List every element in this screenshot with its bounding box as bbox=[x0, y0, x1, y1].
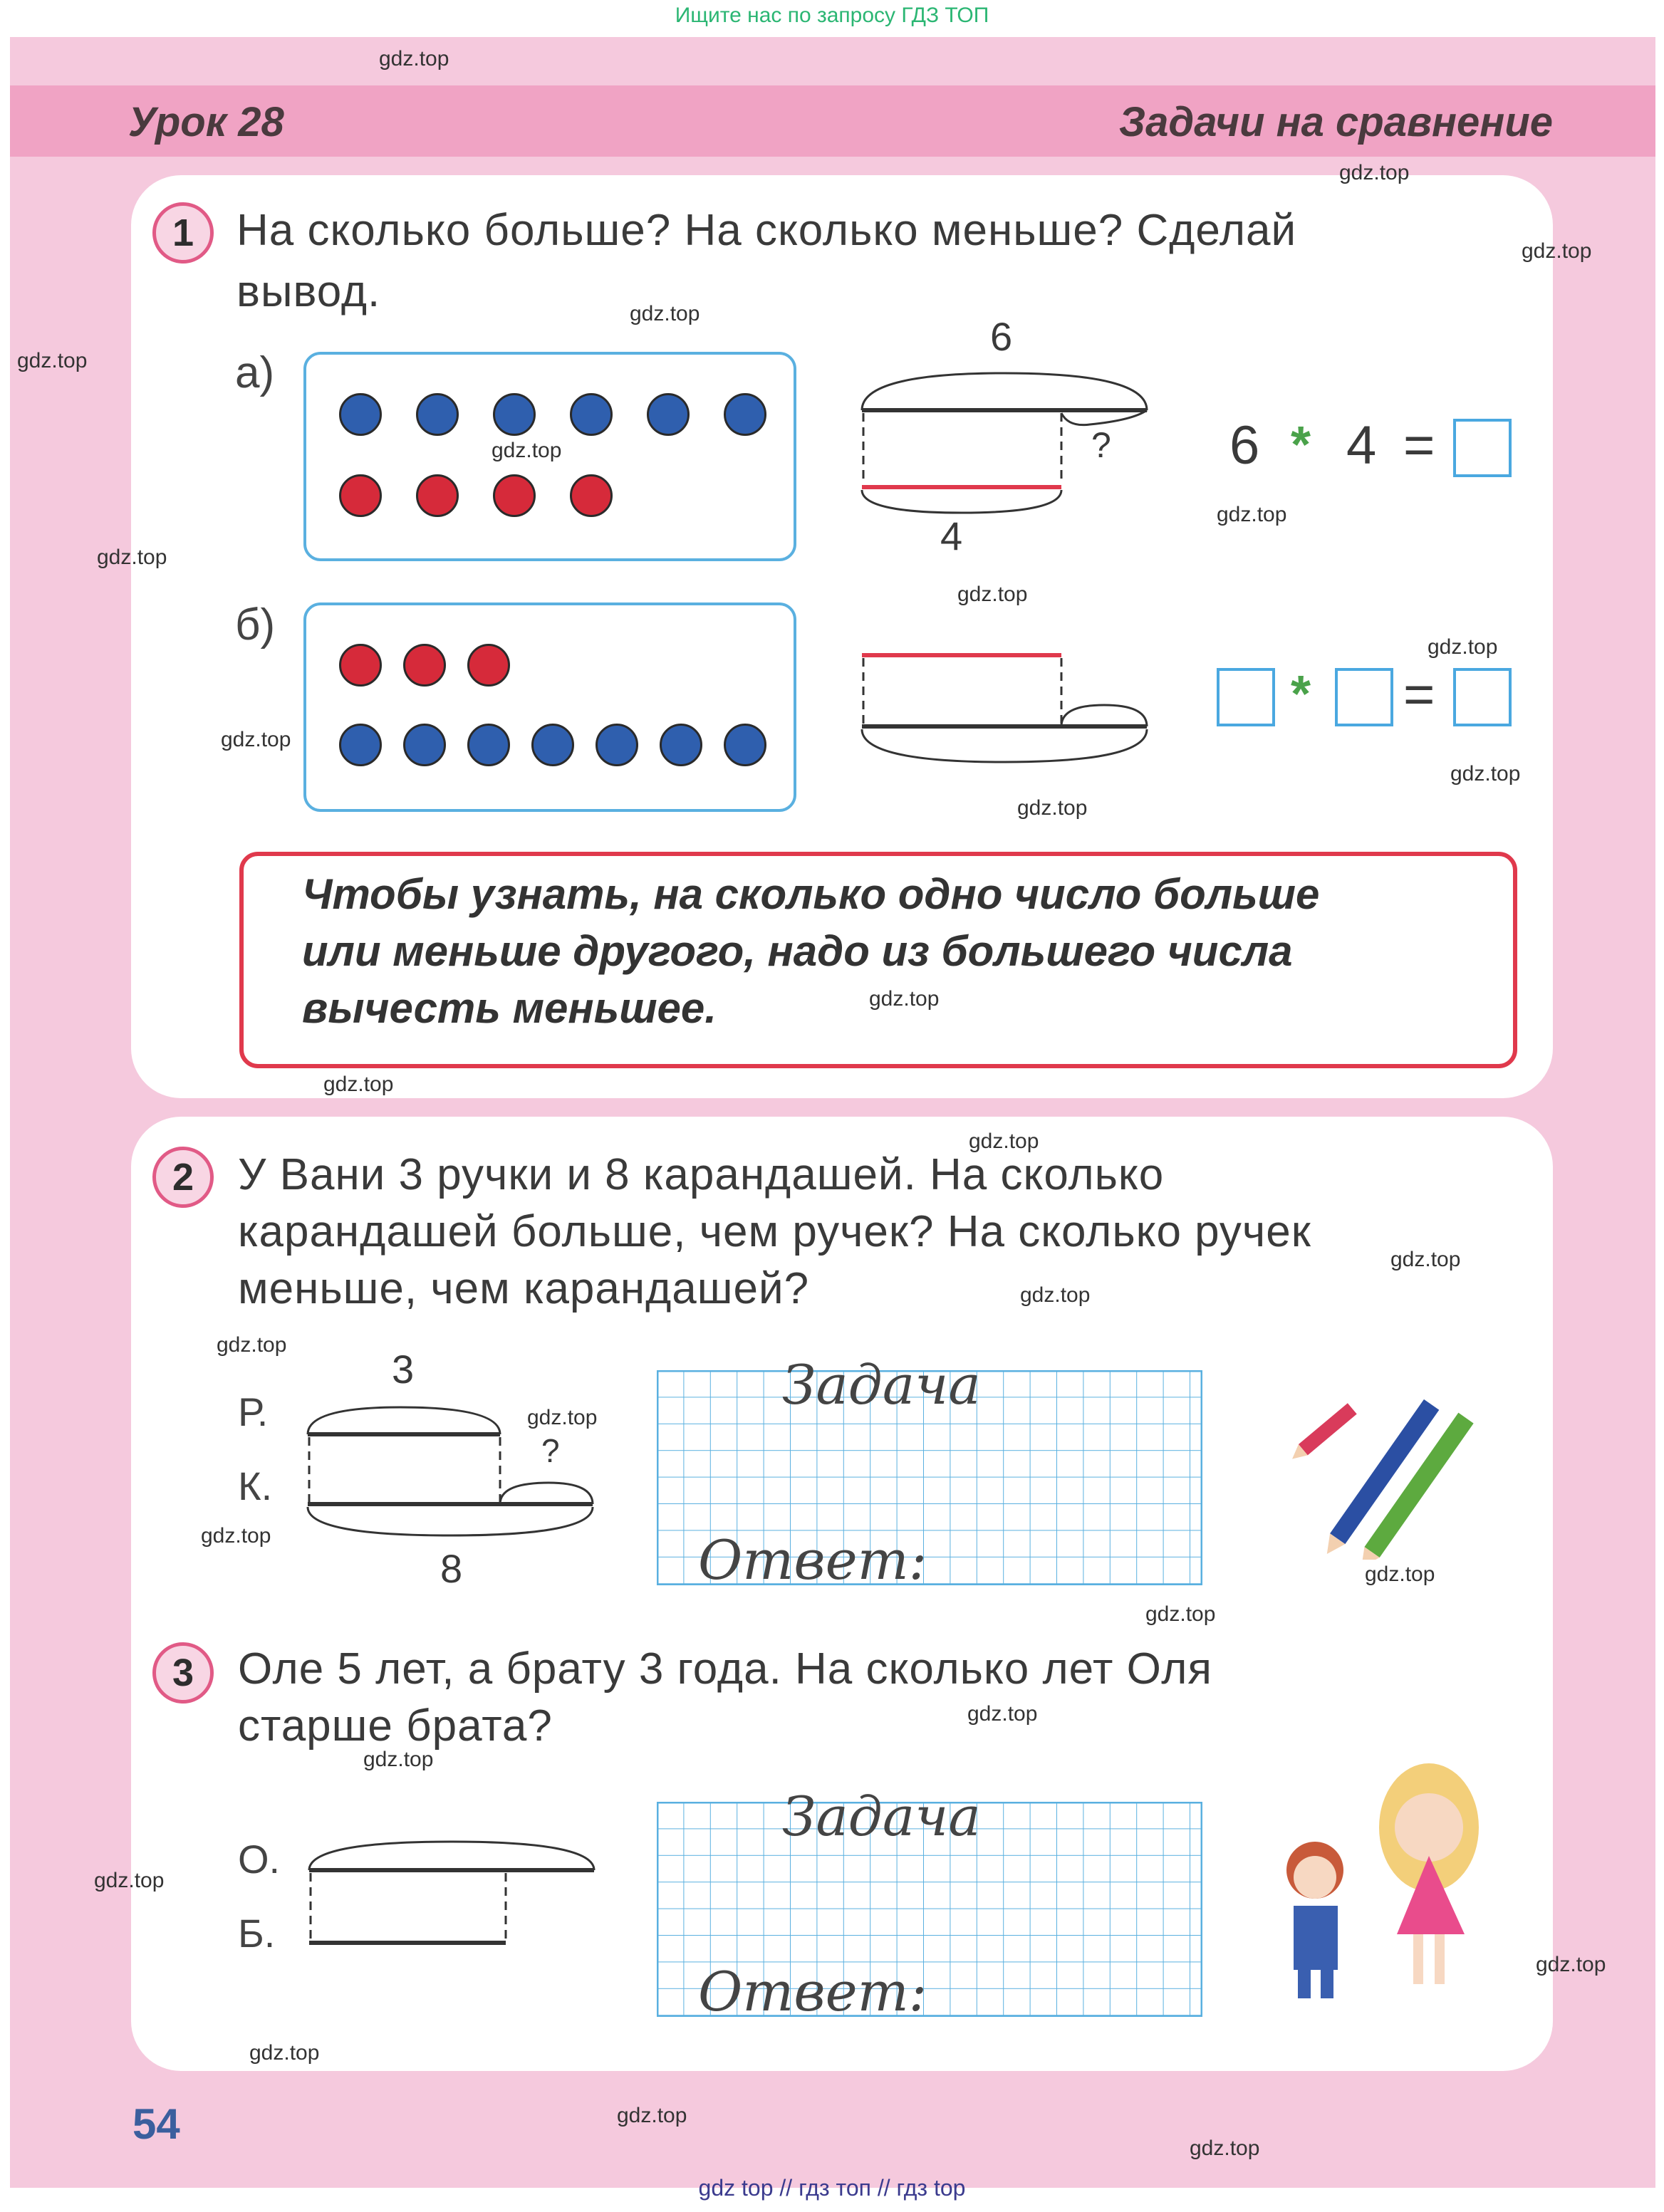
eq-a-left: 6 bbox=[1229, 415, 1260, 476]
watermark: gdz.top bbox=[527, 1406, 598, 1429]
eq-b-equals: = bbox=[1403, 664, 1435, 725]
blue-dot bbox=[724, 393, 766, 436]
task3-label-o: О. bbox=[238, 1837, 281, 1882]
eq-b-box1[interactable] bbox=[1217, 668, 1275, 726]
task2-question: ? bbox=[541, 1432, 560, 1469]
watermark: gdz.top bbox=[1536, 1953, 1606, 1976]
footer-links[interactable]: gdz top // гдз топ // гдз top bbox=[698, 2175, 966, 2201]
eq-a-answer-box[interactable] bbox=[1453, 419, 1512, 477]
watermark: gdz.top bbox=[1428, 635, 1498, 659]
pencils-illustration bbox=[1282, 1389, 1482, 1560]
children-illustration bbox=[1251, 1749, 1522, 2020]
eq-b-box2[interactable] bbox=[1335, 668, 1393, 726]
watermark: gdz.top bbox=[379, 47, 449, 71]
blue-dot bbox=[570, 393, 613, 436]
blue-dot bbox=[724, 724, 766, 766]
red-dot bbox=[493, 474, 536, 517]
watermark: gdz.top bbox=[869, 987, 940, 1011]
task1-b-dots-frame bbox=[303, 602, 796, 812]
red-dot bbox=[339, 474, 382, 517]
lesson-topic: Задачи на сравнение bbox=[1118, 99, 1553, 145]
watermark: gdz.top bbox=[492, 439, 562, 462]
watermark: gdz.top bbox=[249, 2041, 320, 2065]
top-banner[interactable]: Ищите нас по запросу ГДЗ ТОП bbox=[675, 4, 989, 27]
task3-number: 3 bbox=[152, 1642, 214, 1704]
task2-bottom-number: 8 bbox=[440, 1546, 463, 1591]
watermark: gdz.top bbox=[1522, 239, 1592, 263]
task2-label-r: Р. bbox=[238, 1389, 269, 1434]
task3-line2: старше брата? bbox=[238, 1701, 553, 1751]
watermark: gdz.top bbox=[323, 1073, 394, 1096]
rule-line1: Чтобы узнать, на сколько одно число больше bbox=[302, 870, 1320, 918]
red-dot bbox=[467, 644, 510, 687]
task2-number: 2 bbox=[152, 1147, 214, 1208]
watermark: gdz.top bbox=[1390, 1248, 1461, 1271]
blue-dot bbox=[467, 724, 510, 766]
watermark: gdz.top bbox=[617, 2104, 687, 2127]
eq-a-right: 4 bbox=[1346, 415, 1377, 476]
task3-answer-word: Ответ: bbox=[698, 1960, 927, 2023]
task1-text-line1: На сколько больше? На сколько меньше? Сделай bbox=[236, 206, 1297, 255]
watermark: gdz.top bbox=[1017, 796, 1088, 820]
watermark: gdz.top bbox=[969, 1130, 1039, 1153]
red-dot bbox=[570, 474, 613, 517]
task1-text-line2: вывод. bbox=[236, 267, 381, 316]
watermark: gdz.top bbox=[1217, 503, 1287, 526]
eq-b-op: * bbox=[1291, 666, 1311, 723]
task1-a-top-number: 6 bbox=[990, 314, 1013, 359]
watermark: gdz.top bbox=[1450, 762, 1521, 786]
watermark: gdz.top bbox=[363, 1748, 434, 1771]
eq-a-op: * bbox=[1291, 417, 1311, 474]
red-dot bbox=[403, 644, 446, 687]
blue-dot bbox=[493, 393, 536, 436]
watermark: gdz.top bbox=[1365, 1563, 1435, 1586]
blue-dot bbox=[596, 724, 638, 766]
blue-dot bbox=[647, 393, 690, 436]
watermark: gdz.top bbox=[1020, 1283, 1091, 1307]
task2-top-number: 3 bbox=[392, 1347, 415, 1392]
task2-answer-word: Ответ: bbox=[698, 1528, 927, 1592]
blue-dot bbox=[416, 393, 459, 436]
rule-line2: или меньше другого, надо из большего числа bbox=[302, 927, 1293, 975]
watermark: gdz.top bbox=[17, 349, 88, 372]
watermark: gdz.top bbox=[1339, 161, 1410, 184]
watermark: gdz.top bbox=[1190, 2137, 1260, 2160]
task1-a-label: а) bbox=[235, 348, 275, 397]
watermark: gdz.top bbox=[957, 583, 1028, 606]
watermark: gdz.top bbox=[97, 546, 167, 569]
task3-line1: Оле 5 лет, а брату 3 года. На сколько лет Оля bbox=[238, 1644, 1212, 1694]
watermark: gdz.top bbox=[630, 302, 700, 325]
task1-a-question: ? bbox=[1091, 425, 1111, 465]
eq-a-equals: = bbox=[1403, 415, 1435, 476]
watermark: gdz.top bbox=[221, 728, 291, 751]
task3-task-word: Задача bbox=[782, 1785, 981, 1848]
blue-dot bbox=[403, 724, 446, 766]
blue-dot bbox=[339, 393, 382, 436]
blue-dot bbox=[531, 724, 574, 766]
blue-dot bbox=[660, 724, 702, 766]
task3-label-b: Б. bbox=[238, 1911, 276, 1956]
red-dot bbox=[416, 474, 459, 517]
watermark: gdz.top bbox=[967, 1702, 1038, 1726]
task1-number: 1 bbox=[152, 202, 214, 264]
page-number: 54 bbox=[132, 2100, 180, 2148]
eq-b-answer-box[interactable] bbox=[1453, 668, 1512, 726]
watermark: gdz.top bbox=[94, 1869, 165, 1892]
watermark: gdz.top bbox=[1145, 1602, 1216, 1626]
task2-task-word: Задача bbox=[782, 1353, 981, 1417]
task1-b-diagram bbox=[848, 612, 1175, 783]
blue-dot bbox=[339, 724, 382, 766]
task3-diagram bbox=[299, 1823, 605, 1966]
watermark: gdz.top bbox=[217, 1333, 287, 1357]
task1-a-bottom-number: 4 bbox=[940, 513, 963, 558]
lesson-title: Урок 28 bbox=[128, 99, 284, 145]
task2-line3: меньше, чем карандашей? bbox=[238, 1264, 810, 1313]
watermark: gdz.top bbox=[201, 1524, 271, 1548]
task1-b-label: б) bbox=[235, 600, 276, 649]
rule-line3: вычесть меньшее. bbox=[302, 984, 717, 1032]
task2-line1: У Вани 3 ручки и 8 карандашей. На сколько bbox=[238, 1150, 1165, 1199]
red-dot bbox=[339, 644, 382, 687]
task2-line2: карандашей больше, чем ручек? На сколько ручек bbox=[238, 1207, 1311, 1256]
task2-label-k: К. bbox=[238, 1464, 273, 1508]
